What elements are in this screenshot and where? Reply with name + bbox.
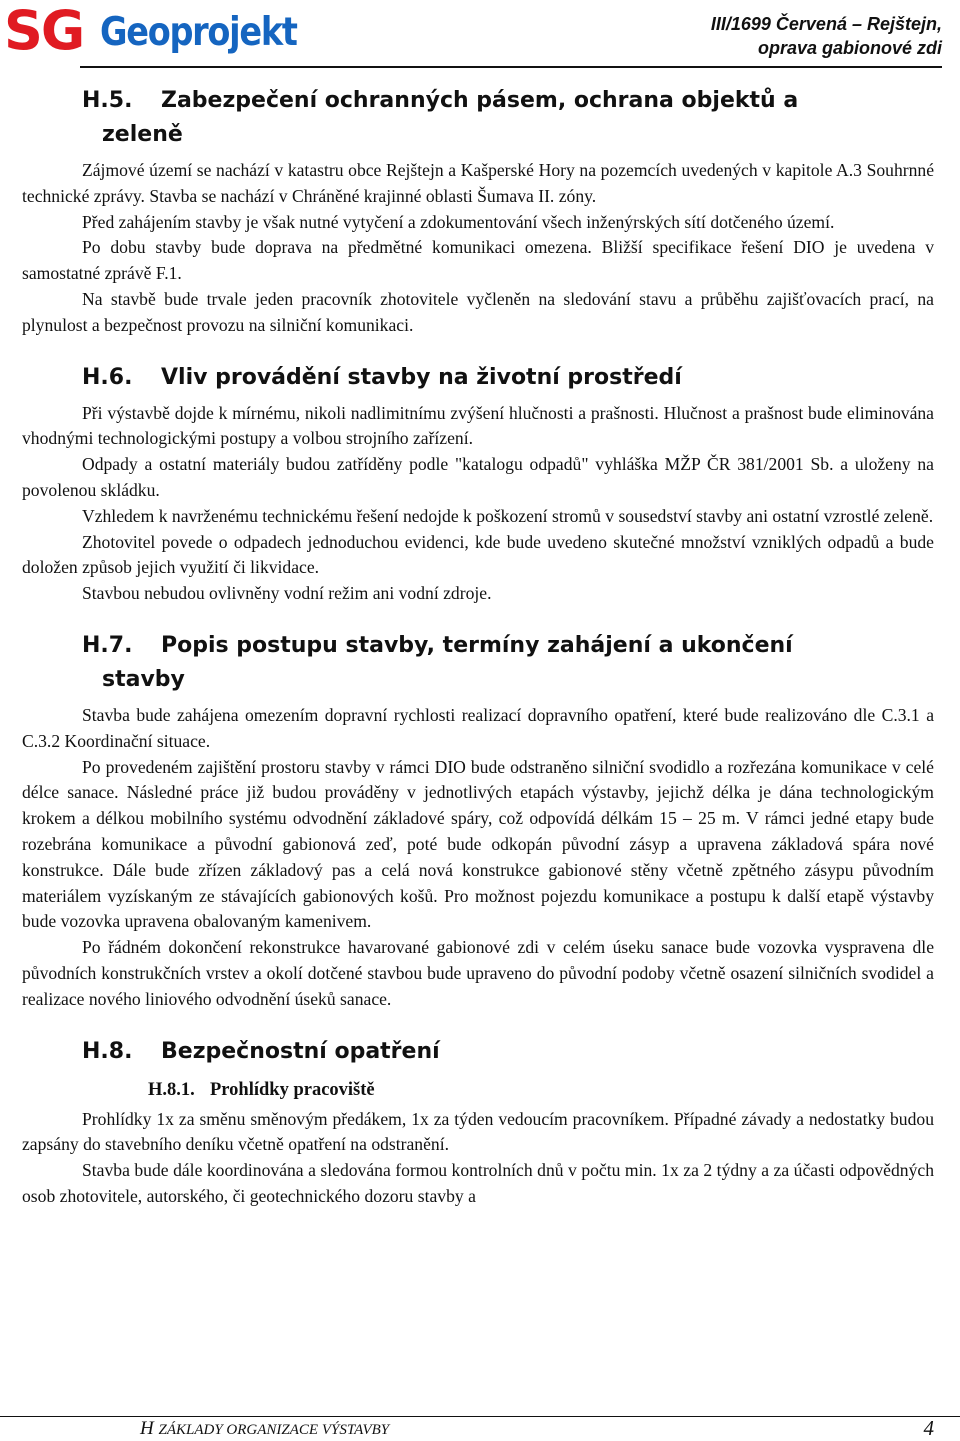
document-title-line1: III/1699 Červená – Rejštejn, <box>710 14 942 34</box>
section-h5-body <box>22 158 934 339</box>
paragraph: Prohlídky 1x za směnu směnovým předákem, 1x za týden vedoucím pracovníkem. Případné závady a nedostatky budou zapsány do stavebního deníku včetně opatření na odstranění. <box>22 1108 934 1155</box>
section-h7-body <box>22 703 934 1013</box>
paragraph: Před zahájením stavby je však nutné vytyčení a zdokumentování všech inženýrských sítí dotčeného území. <box>82 211 835 232</box>
paragraph: Při výstavbě dojde k mírnému, nikoli nadlimitnímu zvýšení hlučnosti a prašnosti. Hlučnost a prašnost bude eliminována vhodnými technologickými postupy a volbou strojního zařízení. <box>22 402 934 449</box>
paragraph: Po provedeném zajištění prostoru stavby v rámci DIO bude odstraněno silniční svodidlo a rozřezána komunikace v celé délce sanace. Následné práce již budou prováděny v jednotlivých etapách výstavby, jejichž délka je dána technologickým krokem a délkou mobilního systému odvodnění základové spáry, což odpovídá délkám 15 – 25 m. V rámci jedné etapy bude rozebrána komunikace a původní gabionová zeď, poté bude odkopán původní zásyp a upravena základová spára nové konstrukce. Dále bude zřízen základový pas a celá nová konstrukce gabionové stěny včetně zpětného zásypu původním materiálem vyzískaným ze stávajících gabionových košů. Pro možnost pojezdu komunikace a postupu k další etapě výstavby bude vozovka upravena obalovaným kamenivem. <box>22 756 934 932</box>
section-h8-body <box>22 1107 934 1210</box>
section-h6-body <box>22 401 934 607</box>
subsection-heading-h81 <box>148 1077 934 1103</box>
company-logo <box>4 0 297 64</box>
paragraph: Stavba bude zahájena omezením dopravní rychlosti realizací dopravního opatření, které bude realizováno dle C.3.1 a C.3.2 Koordinační situace. <box>22 704 934 751</box>
footer-divider <box>0 1416 960 1417</box>
paragraph: Vzhledem k navrženému technickému řešení nedojde k poškození stromů v sousedství stavby ani ostatní vzrostlé zeleně. <box>82 505 934 526</box>
paragraph: Zájmové území se nachází v katastru obce Rejštejn a Kašperské Hory na pozemcích uvedených v kapitole A.3 Souhrnné technické zprávy. Stavba se nachází v Chráněné krajinné oblasti Šumava II. zóny. <box>22 160 934 206</box>
footer-chapter-title <box>140 1418 389 1440</box>
subsection-number: H.8.1. <box>148 1079 195 1100</box>
subsection-title: Prohlídky pracoviště <box>210 1079 375 1100</box>
section-heading-h6 <box>82 361 934 395</box>
section-title-line2: zeleně <box>102 122 183 147</box>
section-title-line1: Popis postupu stavby, termíny zahájení a ukončení <box>161 632 793 658</box>
logo-sg-mark <box>4 0 83 62</box>
section-heading-h5 <box>82 84 934 152</box>
section-number: H.5. <box>82 88 133 113</box>
section-title: Vliv provádění stavby na životní prostředí <box>161 364 682 390</box>
section-heading-h7 <box>82 629 934 697</box>
section-title: Bezpečnostní opatření <box>161 1038 440 1064</box>
section-number: H.8. <box>82 1038 133 1064</box>
section-title-line2: stavby <box>102 666 185 692</box>
section-number: H.6. <box>82 364 133 390</box>
section-number: H.7. <box>82 632 133 658</box>
document-title-line2: oprava gabionové zdi <box>757 38 942 58</box>
paragraph: Po řádném dokončení rekonstrukce havarované gabionové zdi v celém úseku sanace bude vozovka vyspravena dle původních konstrukčních vrstev a okolí dotčené stavbou bude upraveno do původní podoby včetně osazení silničních svodidel a realizace nového liniového odvodnění úseků sanace. <box>22 937 934 1009</box>
header-divider <box>80 66 942 68</box>
footer-initial: H <box>140 1418 154 1439</box>
paragraph: Na stavbě bude trvale jeden pracovník zhotovitele vyčleněn na sledování stavu a průběhu zajišťovacích prací, na plynulost a bezpečnost provozu na silniční komunikaci. <box>22 288 934 335</box>
paragraph: Stavba bude dále koordinována a sledována formou kontrolních dnů v počtu min. 1x za 2 týdny a za účasti odpovědných osob zhotovitele, autorského, či geotechnického dozoru stavby a <box>22 1160 934 1206</box>
section-heading-h8 <box>82 1035 934 1069</box>
logo-prefix: SG <box>4 0 84 62</box>
document-title <box>711 12 942 60</box>
paragraph: Zhotovitel povede o odpadech jednoduchou evidenci, kde bude uvedeno skutečné množství vzniklých odpadů a bude doložen způsob jejich využití či likvidace. <box>22 531 934 578</box>
footer-title: ZÁKLADY ORGANIZACE VÝSTAVBY <box>158 1422 390 1438</box>
paragraph: Odpady a ostatní materiály budou zatříděny podle "katalogu odpadů" vyhláška MŽP ČR 381/2001 Sb. a uloženy na povolenou skládku. <box>22 454 934 500</box>
paragraph: Stavbou nebudou ovlivněny vodní režim ani vodní zdroje. <box>82 583 492 604</box>
logo-wordmark: Geoprojekt <box>100 10 297 55</box>
page-number: 4 <box>923 1416 934 1440</box>
document-body <box>22 84 934 1210</box>
section-title-line1: Zabezpečení ochranných pásem, ochrana objektů a <box>161 88 799 113</box>
paragraph: Po dobu stavby bude doprava na předmětné komunikaci omezena. Bližší specifikace řešení DIO je uvedena v samostatné zprávě F.1. <box>22 237 934 284</box>
